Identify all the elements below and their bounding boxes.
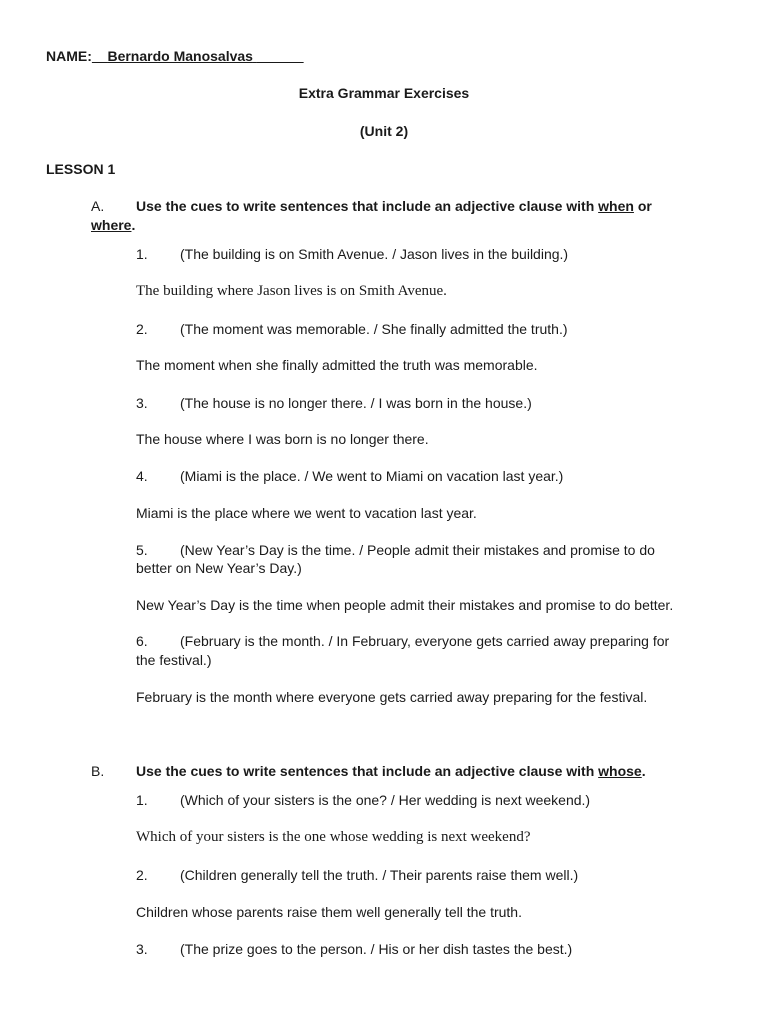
question-a6-line2: the festival.): [136, 652, 212, 668]
answer-a3: The house where I was born is no longer there.: [136, 431, 429, 447]
section-a-letter: A.: [91, 198, 105, 214]
question-a6-line1: 6. (February is the month. / In February, everyone gets carried away preparing for: [136, 633, 670, 649]
lesson-heading: LESSON 1: [46, 161, 116, 177]
question-a5-line2: better on New Year’s Day.): [136, 560, 302, 576]
answer-a2: The moment when she finally admitted the truth was memorable.: [136, 357, 538, 373]
question-a1: 1. (The building is on Smith Avenue. / Jason lives in the building.): [136, 246, 569, 262]
answer-a5: New Year’s Day is the time when people admit their mistakes and promise to do better.: [136, 597, 674, 613]
name-line: [46, 47, 304, 65]
keyword-where: where: [91, 217, 132, 233]
name-label: NAME:: [46, 48, 92, 64]
question-a3: 3. (The house is no longer there. / I was born in the house.): [136, 395, 532, 411]
name-value: Bernardo Manosalvas ______: [107, 48, 304, 64]
section-a-instruction-line2: where.: [91, 217, 136, 233]
section-b-instruction: B. Use the cues to write sentences that include an adjective clause with whose.: [91, 763, 646, 779]
question-b1: 1. (Which of your sisters is the one? / Her wedding is next weekend.): [136, 792, 591, 808]
answer-a1: The building where Jason lives is on Smith Avenue.: [136, 283, 447, 299]
question-a4: 4. (Miami is the place. / We went to Miami on vacation last year.): [136, 468, 564, 484]
answer-a4: Miami is the place where we went to vacation last year.: [136, 505, 477, 521]
question-a5-line1: 5. (New Year’s Day is the time. / People admit their mistakes and promise to do: [136, 542, 655, 558]
answer-b2: Children whose parents raise them well generally tell the truth.: [136, 904, 522, 920]
unit-label: (Unit 2): [359, 123, 409, 139]
document-title: Extra Grammar Exercises: [298, 85, 470, 101]
keyword-whose: whose: [598, 763, 642, 779]
question-b2: 2. (Children generally tell the truth. / Their parents raise them well.): [136, 867, 579, 883]
answer-a6: February is the month where everyone gets carried away preparing for the festival.: [136, 689, 648, 705]
section-a-instruction-line1: A. Use the cues to write sentences that include an adjective clause with when or: [91, 198, 652, 214]
section-b-letter: B.: [91, 763, 105, 779]
question-a2: 2. (The moment was memorable. / She finally admitted the truth.): [136, 321, 568, 337]
keyword-when: when: [598, 198, 634, 214]
question-b3: 3. (The prize goes to the person. / His or her dish tastes the best.): [136, 941, 573, 957]
answer-b1: Which of your sisters is the one whose wedding is next weekend?: [136, 829, 531, 845]
